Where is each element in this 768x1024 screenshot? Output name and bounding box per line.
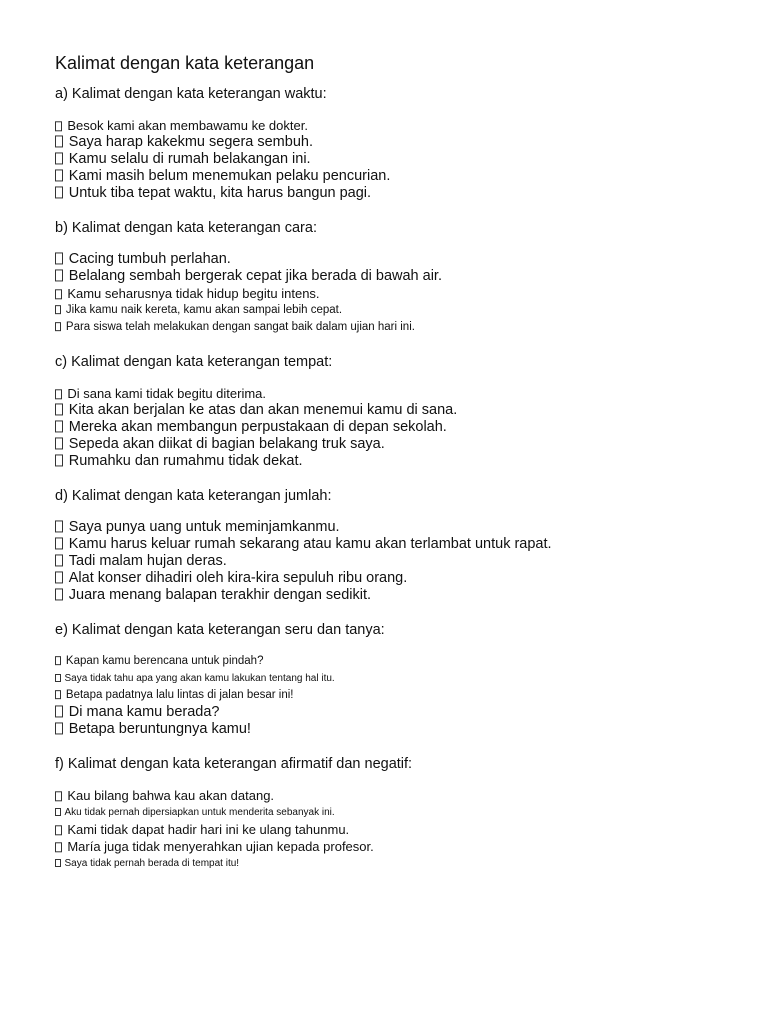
list-item [55,838,735,855]
sentence-text: Saya punya uang untuk meminjamkanmu. [68,519,340,535]
section-heading: f) Kalimat dengan kata keterangan afirmatif dan negatif: [55,756,413,772]
sentence-list [55,251,735,336]
sentence-text: Kau bilang bahwa kau akan datang. [67,788,275,803]
list-item [55,251,735,268]
checkbox-glyph-icon [55,656,61,665]
list-item [55,436,735,453]
list-item [55,185,735,202]
sentence-text: Saya tidak pernah berada di tempat itu! [64,858,240,869]
section-jumlah [55,487,735,604]
sentence-text: Jika kamu naik kereta, kamu akan sampai lebih cepat. [65,304,343,316]
checkbox-glyph-icon [55,404,63,416]
sentence-list [55,653,735,738]
sentence-text: Betapa padatnya lalu lintas di jalan besar ini! [65,689,294,701]
sentence-text: Kami masih belum menemukan pelaku pencurian. [68,168,391,184]
checkbox-glyph-icon [55,170,63,182]
sentence-text: Besok kami akan membawamu ke dokter. [67,118,308,133]
checkbox-glyph-icon [55,270,63,282]
checkbox-glyph-icon [55,706,63,718]
list-item [55,402,735,419]
sentence-text: Kita akan berjalan ke atas dan akan menemui kamu di sana. [68,402,458,418]
checkbox-glyph-icon [55,421,63,433]
section-heading: b) Kalimat dengan kata keterangan cara: [55,220,317,236]
section-waktu [55,85,735,202]
sentence-text: Untuk tiba tepat waktu, kita harus bangun pagi. [68,185,372,201]
checkbox-glyph-icon [55,322,61,331]
sentence-text: Para siswa telah melakukan dengan sangat baik dalam ujian hari ini. [65,321,415,333]
list-item [55,653,735,670]
sentence-text: Tadi malam hujan deras. [68,553,227,569]
list-item [55,721,735,738]
section-afirmatif-negatif [55,755,735,872]
checkbox-glyph-icon [55,305,61,314]
section-heading: e) Kalimat dengan kata keterangan seru dan tanya: [55,622,385,638]
sentence-text: Belalang sembah bergerak cepat jika berada di bawah air. [68,268,442,284]
checkbox-glyph-icon [55,842,62,852]
list-item [55,168,735,185]
checkbox-glyph-icon [55,791,62,801]
sentence-text: Kapan kamu berencana untuk pindah? [65,655,264,667]
list-item [55,687,735,704]
list-item [55,519,735,536]
list-item [55,670,735,687]
document-page [55,52,735,889]
section-cara [55,219,735,336]
checkbox-glyph-icon [55,253,63,265]
sentence-text: Kamu selalu di rumah belakangan ini. [68,151,311,167]
list-item [55,134,735,151]
sentence-text: Di sana kami tidak begitu diterima. [67,386,267,401]
list-item [55,285,735,302]
checkbox-glyph-icon [55,289,62,299]
section-tempat [55,353,735,470]
sentence-text: Alat konser dihadiri oleh kira-kira sepuluh ribu orang. [68,570,408,586]
sentence-text: Juara menang balapan terakhir dengan sedikit. [68,587,372,603]
sentence-list [55,385,735,470]
list-item [55,302,735,319]
section-heading: d) Kalimat dengan kata keterangan jumlah: [55,488,332,504]
list-item [55,804,735,821]
list-item [55,453,735,470]
checkbox-glyph-icon [55,121,62,131]
sentence-list [55,117,735,202]
list-item [55,787,735,804]
checkbox-glyph-icon [55,455,63,467]
list-item [55,855,735,872]
sentence-text: Di mana kamu berada? [68,704,220,720]
checkbox-glyph-icon [55,538,63,550]
checkbox-glyph-icon [55,389,62,399]
section-seru-tanya [55,621,735,738]
checkbox-glyph-icon [55,690,61,699]
sentence-text: Aku tidak pernah dipersiapkan untuk menderita sebanyak ini. [64,807,335,818]
sentence-text: Betapa beruntungnya kamu! [68,721,251,737]
checkbox-glyph-icon [55,589,63,601]
sentence-text: María juga tidak menyerahkan ujian kepada profesor. [67,839,374,854]
list-item [55,268,735,285]
sentence-list [55,787,735,872]
section-heading: c) Kalimat dengan kata keterangan tempat: [55,354,333,370]
sentence-text: Sepeda akan diikat di bagian belakang truk saya. [68,436,385,452]
list-item [55,587,735,604]
list-item [55,151,735,168]
list-item [55,117,735,134]
checkbox-glyph-icon [55,555,63,567]
list-item [55,419,735,436]
list-item [55,704,735,721]
sentence-text: Kamu harus keluar rumah sekarang atau kamu akan terlambat untuk rapat. [68,536,552,552]
sentence-text: Cacing tumbuh perlahan. [68,251,231,267]
document-title: Kalimat dengan kata keterangan [55,53,315,73]
sentence-text: Saya harap kakekmu segera sembuh. [68,134,313,150]
checkbox-glyph-icon [55,859,61,867]
checkbox-glyph-icon [55,136,63,148]
list-item [55,385,735,402]
sentence-text: Rumahku dan rumahmu tidak dekat. [68,453,303,469]
checkbox-glyph-icon [55,521,63,533]
checkbox-glyph-icon [55,153,63,165]
list-item [55,570,735,587]
checkbox-glyph-icon [55,438,63,450]
checkbox-glyph-icon [55,825,62,835]
checkbox-glyph-icon [55,723,63,735]
checkbox-glyph-icon [55,808,61,816]
sentence-text: Kamu seharusnya tidak hidup begitu intens. [67,286,320,301]
list-item [55,553,735,570]
list-item [55,821,735,838]
sentence-text: Mereka akan membangun perpustakaan di depan sekolah. [68,419,447,435]
sentence-text: Saya tidak tahu apa yang akan kamu lakukan tentang hal itu. [64,673,335,684]
checkbox-glyph-icon [55,674,61,682]
checkbox-glyph-icon [55,572,63,584]
sentence-text: Kami tidak dapat hadir hari ini ke ulang tahunmu. [67,822,350,837]
section-heading: a) Kalimat dengan kata keterangan waktu: [55,86,327,102]
sentence-list [55,519,735,604]
list-item [55,536,735,553]
list-item [55,319,735,336]
checkbox-glyph-icon [55,187,63,199]
